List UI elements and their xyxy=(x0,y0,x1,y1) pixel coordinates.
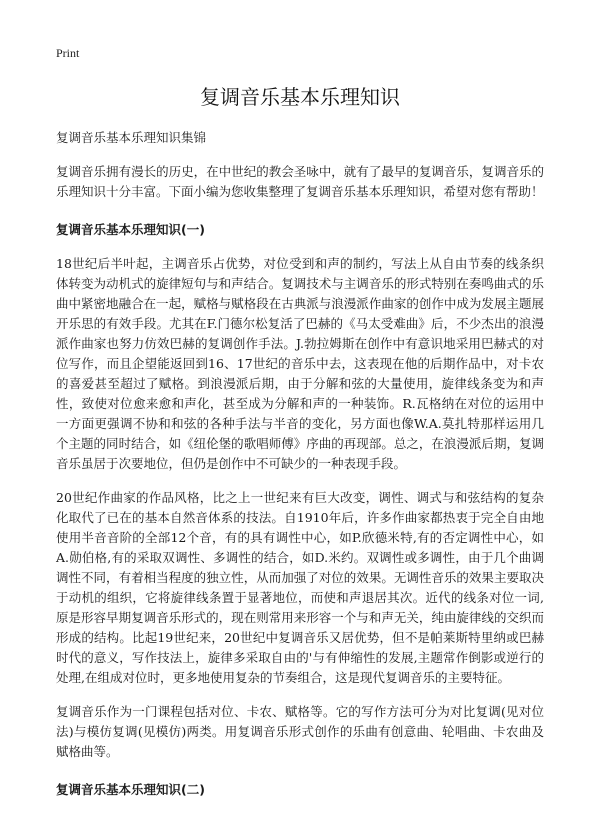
page-title: 复调音乐基本乐理知识 xyxy=(200,85,400,109)
document-subtitle: 复调音乐基本乐理知识集锦 xyxy=(56,130,207,145)
section-1-paragraph-1: 18世纪后半叶起，主调音乐占优势，对位受到和声的制约，写法上从自由节奏的线条织体转变为动机式的旋律短句与和声结合。复调技术与主调音乐的形式特别在奏鸣曲式的乐曲中紧密地融合在一起，赋格与赋格段在古典派与浪漫派作曲家的创作中成为发展主题展开乐思的有效手段。尤其在F.门德尔松复活了巴赫的《马太受难曲》后，不少杰出的浪漫派作曲家也努力仿效巴赫的复调创作手法。J.勃拉姆斯在创作中有意识地采用巴赫式的对位写作，而且企望能返回到16、17世纪的音乐中去，这表现在他的后期作品中，对卡农的喜爱甚至超过了赋格。到浪漫派后期，由于分解和弦的大量使用，旋律线条变为和声性，致使对位愈来愈和声化，甚至成为分解和声的一种装饰。R.瓦格纳在对位的运用中一方面更强调不协和和弦的各种手法与半音的变化，另方面也像W.A.莫扎特那样运用几个主题的同时结合，如《纽伦堡的歌唱师傅》序曲的再现部。总之，在浪漫派后期，复调音乐虽居于次要地位，但仍是创作中不可缺少的一种表现手段。 xyxy=(56,256,544,471)
section-heading-2: 复调音乐基本乐理知识(二) xyxy=(56,782,205,797)
section-heading-1: 复调音乐基本乐理知识(一) xyxy=(56,222,205,237)
intro-paragraph: 复调音乐拥有漫长的历史，在中世纪的教会圣咏中，就有了最早的复调音乐，复调音乐的乐理知识十分丰富。下面小编为您收集整理了复调音乐基本乐理知识，希望对您有帮助！ xyxy=(56,164,544,199)
print-link[interactable]: Print xyxy=(56,46,80,60)
section-1-paragraph-2: 20世纪作曲家的作品风格，比之上一世纪来有巨大改变，调性、调式与和弦结构的复杂化取代了已在的基本自然音体系的技法。自1910年后，许多作曲家都热衷于完全自由地使用半音音阶的全部12个音，有的具有调性中心，如P.欣德米特,有的否定调性中心，如A.勋伯格,有的采取双调性、多调性的结合，如D.米约。双调性或多调性，由于几个曲调调性不同，有着相当程度的独立性，从而加强了对位的效果。无调性音乐的效果主要取决于动机的组织，它将旋律线条置于显著地位，而使和声退居其次。近代的线条对位一词,原是形容早期复调音乐形式的，现在则常用来形容一个与和声无关，纯由旋律线的交织而形成的结构。比起19世纪来，20世纪中复调音乐又居优势，但不是帕莱斯特里纳或巴赫时代的意义，写作技法上，旋律多采取自由的'与有伸缩性的发展,主题常作倒影或逆行的处理,在组成对位时，更多地使用复杂的节奏组合，这是现代复调音乐的主要特征。 xyxy=(56,490,544,685)
section-1-paragraph-3: 复调音乐作为一门课程包括对位、卡农、赋格等。它的写作方法可分为对比复调(见对位法)与模仿复调(见模仿)两类。用复调音乐形式创作的乐曲有创意曲、轮唱曲、卡农曲及赋格曲等。 xyxy=(56,704,544,759)
